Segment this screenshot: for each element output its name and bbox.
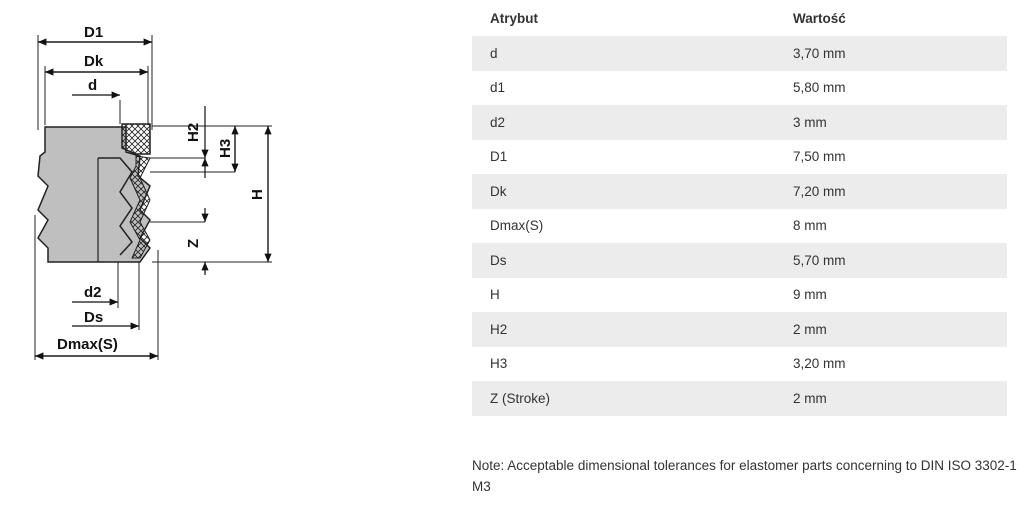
row-attribute: H3 [490, 356, 508, 372]
label-d: d [88, 77, 98, 94]
suction-cup-diagram [0, 0, 320, 400]
row-value: 5,80 mm [793, 80, 846, 96]
table-row [472, 243, 1007, 278]
label-Ds: Ds [84, 309, 104, 326]
row-attribute: H2 [490, 321, 508, 337]
row-value: 7,50 mm [793, 149, 846, 165]
row-value: 2 mm [793, 390, 827, 406]
row-value: 3,20 mm [793, 356, 846, 372]
hatched-section [122, 124, 150, 154]
label-Z: Z [185, 238, 202, 248]
row-attribute: H [490, 287, 500, 303]
table-row [472, 174, 1007, 209]
label-Dmax: Dmax(S) [57, 336, 118, 353]
table-row [472, 278, 1007, 313]
row-attribute: Z (Stroke) [490, 390, 551, 406]
table-row [472, 381, 1007, 416]
table-header [472, 0, 1007, 36]
label-d2: d2 [84, 284, 102, 301]
label-D1: D1 [84, 24, 104, 41]
row-value: 8 mm [793, 218, 827, 234]
label-H2: H2 [185, 122, 202, 142]
row-attribute: d [490, 45, 498, 61]
label-H: H [249, 189, 266, 200]
label-Dk: Dk [84, 53, 104, 70]
tolerance-note: Note: Acceptable dimensional tolerances for elastomer parts concerning to DIN ISO 3302-1 M3 [472, 458, 1017, 494]
row-attribute: Dk [490, 183, 507, 199]
row-value: 3,70 mm [793, 45, 846, 61]
table-row [472, 140, 1007, 175]
row-attribute: d1 [490, 80, 506, 96]
table-row [472, 312, 1007, 347]
row-value: 3 mm [793, 114, 827, 130]
header-attribute: Atrybut [490, 10, 538, 26]
row-value: 2 mm [793, 321, 827, 337]
row-value: 9 mm [793, 287, 827, 303]
table-row [472, 71, 1007, 106]
row-value: 5,70 mm [793, 252, 846, 268]
attribute-table [472, 0, 1007, 416]
row-attribute: D1 [490, 149, 508, 165]
header-value: Wartość [793, 10, 846, 26]
label-H3: H3 [217, 138, 234, 158]
table-row [472, 347, 1007, 382]
row-attribute: d2 [490, 114, 506, 130]
table-row [472, 105, 1007, 140]
row-attribute: Dmax(S) [490, 218, 544, 234]
table-row [472, 36, 1007, 71]
table-row [472, 209, 1007, 244]
row-value: 7,20 mm [793, 183, 846, 199]
technical-drawing [0, 0, 320, 400]
row-attribute: Ds [490, 252, 507, 268]
